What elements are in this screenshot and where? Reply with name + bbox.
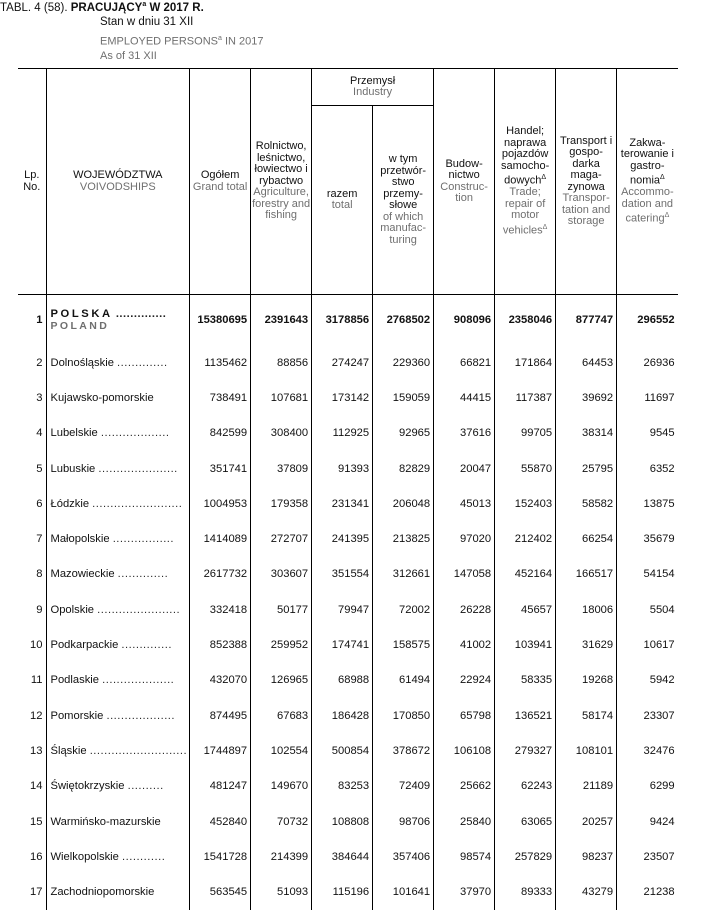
leader-dots: ........................... <box>89 744 188 757</box>
row-number: 5 <box>18 451 46 486</box>
value-cell: 38314 <box>556 416 617 451</box>
value-cell: 186428 <box>312 698 373 733</box>
voivodship-label: Śląskie <box>50 744 87 757</box>
value-cell: 171864 <box>495 345 556 380</box>
value-cell: 20047 <box>434 451 495 486</box>
value-cell: 2391643 <box>251 295 312 345</box>
table-row <box>18 380 678 415</box>
value-cell: 91393 <box>312 451 373 486</box>
value-cell: 83253 <box>312 769 373 804</box>
value-cell: 877747 <box>556 295 617 345</box>
value-cell: 303607 <box>251 557 312 592</box>
value-cell: 102554 <box>251 733 312 768</box>
value-cell: 852388 <box>190 627 251 662</box>
col-agriculture: Rolnictwo, leśnictwo, łowiectwo i rybactwo Agriculture, forestry and fishing <box>251 69 312 295</box>
col-transport: Transport i gospo-darka maga-zynowa Transpor-tation and storage <box>556 69 617 295</box>
voivodship-label: Mazowieckie <box>50 568 115 581</box>
title-en-text: EMPLOYED PERSONS <box>100 35 218 48</box>
leader-dots: .................... <box>102 674 175 687</box>
value-cell: 13875 <box>617 486 678 521</box>
value-cell: 174741 <box>312 627 373 662</box>
voivodship-label: Lubelskie <box>50 427 98 440</box>
value-cell: 39692 <box>556 380 617 415</box>
value-cell: 23507 <box>617 839 678 874</box>
voivodship-label: Małopolskie <box>50 533 110 546</box>
value-cell: 23307 <box>617 698 678 733</box>
voivodship-label-en: POLAND <box>50 320 110 332</box>
table-row <box>18 486 678 521</box>
value-cell: 432070 <box>190 663 251 698</box>
voivodship-name <box>46 663 190 698</box>
row-number: 14 <box>18 769 46 804</box>
value-cell: 54154 <box>617 557 678 592</box>
value-cell: 21238 <box>617 874 678 909</box>
employment-table <box>18 68 678 910</box>
value-cell: 738491 <box>190 380 251 415</box>
value-cell: 19268 <box>556 663 617 698</box>
value-cell: 31629 <box>556 627 617 662</box>
value-cell: 66821 <box>434 345 495 380</box>
value-cell: 44415 <box>434 380 495 415</box>
leader-dots: .............. <box>121 639 172 652</box>
value-cell: 5942 <box>617 663 678 698</box>
value-cell: 147058 <box>434 557 495 592</box>
value-cell: 21189 <box>556 769 617 804</box>
value-cell: 70732 <box>251 804 312 839</box>
title-en <box>100 35 263 48</box>
value-cell: 1004953 <box>190 486 251 521</box>
value-cell: 1135462 <box>190 345 251 380</box>
voivodship-label: Łódzkie <box>50 497 90 510</box>
value-cell: 72002 <box>373 592 434 627</box>
row-number: 4 <box>18 416 46 451</box>
value-cell: 37809 <box>251 451 312 486</box>
row-number: 10 <box>18 627 46 662</box>
value-cell: 68988 <box>312 663 373 698</box>
voivodship-name <box>46 839 190 874</box>
row-number: 15 <box>18 804 46 839</box>
row-number: 16 <box>18 839 46 874</box>
value-cell: 92965 <box>373 416 434 451</box>
voivodship-label: Pomorskie <box>50 709 104 722</box>
value-cell: 26228 <box>434 592 495 627</box>
value-cell: 51093 <box>251 874 312 909</box>
value-cell: 179358 <box>251 486 312 521</box>
value-cell: 72409 <box>373 769 434 804</box>
value-cell: 98237 <box>556 839 617 874</box>
value-cell: 126965 <box>251 663 312 698</box>
value-cell: 25662 <box>434 769 495 804</box>
value-cell: 15380695 <box>190 295 251 345</box>
voivodship-label: POLSKA <box>50 308 113 320</box>
value-cell: 45657 <box>495 592 556 627</box>
voivodship-name <box>46 769 190 804</box>
value-cell: 842599 <box>190 416 251 451</box>
value-cell: 152403 <box>495 486 556 521</box>
value-cell: 37616 <box>434 416 495 451</box>
value-cell: 1541728 <box>190 839 251 874</box>
value-cell: 563545 <box>190 874 251 909</box>
table-row <box>18 663 678 698</box>
value-cell: 106108 <box>434 733 495 768</box>
row-number: 3 <box>18 380 46 415</box>
table-row <box>18 627 678 662</box>
value-cell: 213825 <box>373 521 434 556</box>
value-cell: 18006 <box>556 592 617 627</box>
row-number: 6 <box>18 486 46 521</box>
value-cell: 64453 <box>556 345 617 380</box>
table-row <box>18 874 678 909</box>
voivodship-name <box>46 380 190 415</box>
value-cell: 107681 <box>251 380 312 415</box>
value-cell: 500854 <box>312 733 373 768</box>
value-cell: 1744897 <box>190 733 251 768</box>
voivodship-name <box>46 451 190 486</box>
voivodship-label: Dolnośląskie <box>50 356 114 369</box>
row-number: 7 <box>18 521 46 556</box>
value-cell: 50177 <box>251 592 312 627</box>
table-row <box>18 345 678 380</box>
voivodship-label: Wielkopolskie <box>50 850 119 863</box>
table-row <box>18 451 678 486</box>
value-cell: 65798 <box>434 698 495 733</box>
table-title <box>0 1 204 14</box>
voivodship-name <box>46 345 190 380</box>
value-cell: 108101 <box>556 733 617 768</box>
row-number: 17 <box>18 874 46 909</box>
value-cell: 115196 <box>312 874 373 909</box>
value-cell: 58335 <box>495 663 556 698</box>
voivodship-label: Warmińsko-mazurskie <box>50 815 161 828</box>
table-row <box>18 839 678 874</box>
value-cell: 2358046 <box>495 295 556 345</box>
voivodship-name <box>46 557 190 592</box>
leader-dots: ................. <box>112 533 175 546</box>
value-cell: 173142 <box>312 380 373 415</box>
value-cell: 98574 <box>434 839 495 874</box>
voivodship-label: Podkarpackie <box>50 639 119 652</box>
value-cell: 61494 <box>373 663 434 698</box>
value-cell: 117387 <box>495 380 556 415</box>
value-cell: 108808 <box>312 804 373 839</box>
title-year: W 2017 R. <box>149 1 204 14</box>
voivodship-name <box>46 627 190 662</box>
value-cell: 37970 <box>434 874 495 909</box>
table-row <box>18 804 678 839</box>
value-cell: 67683 <box>251 698 312 733</box>
value-cell: 79947 <box>312 592 373 627</box>
table-number: TABL. 4 (58). <box>0 1 68 14</box>
value-cell: 241395 <box>312 521 373 556</box>
value-cell: 452840 <box>190 804 251 839</box>
value-cell: 170850 <box>373 698 434 733</box>
value-cell: 99705 <box>495 416 556 451</box>
table-row <box>18 557 678 592</box>
value-cell: 296552 <box>617 295 678 345</box>
leader-dots: .............. <box>115 308 167 320</box>
title-en-footnote-mark: a <box>217 35 222 42</box>
value-cell: 25840 <box>434 804 495 839</box>
value-cell: 332418 <box>190 592 251 627</box>
col-total: Ogółem Grand total <box>190 69 251 295</box>
value-cell: 378672 <box>373 733 434 768</box>
voivodship-name <box>46 733 190 768</box>
value-cell: 45013 <box>434 486 495 521</box>
value-cell: 58174 <box>556 698 617 733</box>
value-cell: 11697 <box>617 380 678 415</box>
table-row <box>18 733 678 768</box>
row-number: 8 <box>18 557 46 592</box>
table-row <box>18 295 678 345</box>
value-cell: 63065 <box>495 804 556 839</box>
voivodship-label: Zachodniopomorskie <box>50 886 155 899</box>
value-cell: 112925 <box>312 416 373 451</box>
value-cell: 103941 <box>495 627 556 662</box>
value-cell: 22924 <box>434 663 495 698</box>
value-cell: 351554 <box>312 557 373 592</box>
value-cell: 231341 <box>312 486 373 521</box>
value-cell: 10617 <box>617 627 678 662</box>
value-cell: 101641 <box>373 874 434 909</box>
value-cell: 26936 <box>617 345 678 380</box>
voivodship-name <box>46 698 190 733</box>
leader-dots: .............. <box>117 568 169 581</box>
voivodship-name <box>46 521 190 556</box>
leader-dots: ............ <box>122 850 166 863</box>
title-en-year: IN 2017 <box>224 35 264 48</box>
voivodship-name <box>46 295 190 345</box>
voivodship-label: Podlaskie <box>50 674 100 687</box>
table-row <box>18 416 678 451</box>
value-cell: 6299 <box>617 769 678 804</box>
value-cell: 55870 <box>495 451 556 486</box>
leader-dots: ...................... <box>98 462 178 475</box>
subtitle-en: As of 31 XII <box>100 50 157 62</box>
row-number: 1 <box>18 295 46 345</box>
row-number: 12 <box>18 698 46 733</box>
voivodship-label: Lubuskie <box>50 462 96 475</box>
leader-dots: ................... <box>100 427 170 440</box>
voivodship-name <box>46 874 190 909</box>
value-cell: 88856 <box>251 345 312 380</box>
value-cell: 158575 <box>373 627 434 662</box>
col-construction: Budow-nictwo Construc-tion <box>434 69 495 295</box>
value-cell: 481247 <box>190 769 251 804</box>
value-cell: 272707 <box>251 521 312 556</box>
value-cell: 82829 <box>373 451 434 486</box>
voivodship-name <box>46 592 190 627</box>
value-cell: 5504 <box>617 592 678 627</box>
value-cell: 214399 <box>251 839 312 874</box>
value-cell: 452164 <box>495 557 556 592</box>
col-lp: Lp. No. <box>18 69 46 295</box>
value-cell: 257829 <box>495 839 556 874</box>
value-cell: 6352 <box>617 451 678 486</box>
value-cell: 9545 <box>617 416 678 451</box>
value-cell: 908096 <box>434 295 495 345</box>
value-cell: 308400 <box>251 416 312 451</box>
voivodship-name <box>46 804 190 839</box>
value-cell: 279327 <box>495 733 556 768</box>
value-cell: 89333 <box>495 874 556 909</box>
value-cell: 98706 <box>373 804 434 839</box>
leader-dots: ................... <box>106 709 176 722</box>
value-cell: 2768502 <box>373 295 434 345</box>
col-voivodships: WOJEWÓDZTWA VOIVODSHIPS <box>46 69 190 295</box>
table-row <box>18 769 678 804</box>
value-cell: 41002 <box>434 627 495 662</box>
value-cell: 20257 <box>556 804 617 839</box>
leader-dots: .......... <box>127 780 164 793</box>
table-row <box>18 698 678 733</box>
value-cell: 62243 <box>495 769 556 804</box>
col-trade: Handel; naprawa pojazdów samocho-dowych$^\Delta$ Trade; repair of motor vehicles$^\Delta$ <box>495 69 556 295</box>
voivodship-name <box>46 486 190 521</box>
value-cell: 66254 <box>556 521 617 556</box>
voivodship-label: Kujawsko-pomorskie <box>50 391 154 404</box>
value-cell: 136521 <box>495 698 556 733</box>
value-cell: 32476 <box>617 733 678 768</box>
value-cell: 206048 <box>373 486 434 521</box>
table-row <box>18 521 678 556</box>
table-row <box>18 592 678 627</box>
row-number: 13 <box>18 733 46 768</box>
value-cell: 357406 <box>373 839 434 874</box>
value-cell: 9424 <box>617 804 678 839</box>
value-cell: 25795 <box>556 451 617 486</box>
voivodship-name <box>46 416 190 451</box>
value-cell: 351741 <box>190 451 251 486</box>
value-cell: 35679 <box>617 521 678 556</box>
row-number: 9 <box>18 592 46 627</box>
value-cell: 212402 <box>495 521 556 556</box>
title-footnote-mark: a <box>142 1 147 8</box>
subtitle-pl: Stan w dniu 31 XII <box>100 16 194 28</box>
value-cell: 274247 <box>312 345 373 380</box>
value-cell: 259952 <box>251 627 312 662</box>
value-cell: 384644 <box>312 839 373 874</box>
value-cell: 1414089 <box>190 521 251 556</box>
col-industry-total: razem total <box>312 106 373 295</box>
leader-dots: .............. <box>117 356 168 369</box>
voivodship-label: Opolskie <box>50 603 95 616</box>
value-cell: 229360 <box>373 345 434 380</box>
col-manufacturing: w tym przetwór-stwo przemy-słowe of which manufac-turing <box>373 106 434 295</box>
value-cell: 312661 <box>373 557 434 592</box>
value-cell: 97020 <box>434 521 495 556</box>
col-accommodation: Zakwa-terowanie i gastro-nomia$^\Delta$ Accommo-dation and catering$^\Delta$ <box>617 69 678 295</box>
value-cell: 3178856 <box>312 295 373 345</box>
value-cell: 43279 <box>556 874 617 909</box>
row-number: 11 <box>18 663 46 698</box>
value-cell: 159059 <box>373 380 434 415</box>
value-cell: 166517 <box>556 557 617 592</box>
col-industry-group: Przemysł Industry <box>312 69 434 106</box>
title-pl: PRACUJĄCY <box>70 1 143 14</box>
value-cell: 874495 <box>190 698 251 733</box>
voivodship-label: Świętokrzyskie <box>50 780 125 793</box>
table-body <box>18 295 678 910</box>
value-cell: 58582 <box>556 486 617 521</box>
leader-dots: ......................... <box>92 497 183 510</box>
row-number: 2 <box>18 345 46 380</box>
leader-dots: ....................... <box>97 603 181 616</box>
value-cell: 2617732 <box>190 557 251 592</box>
value-cell: 149670 <box>251 769 312 804</box>
